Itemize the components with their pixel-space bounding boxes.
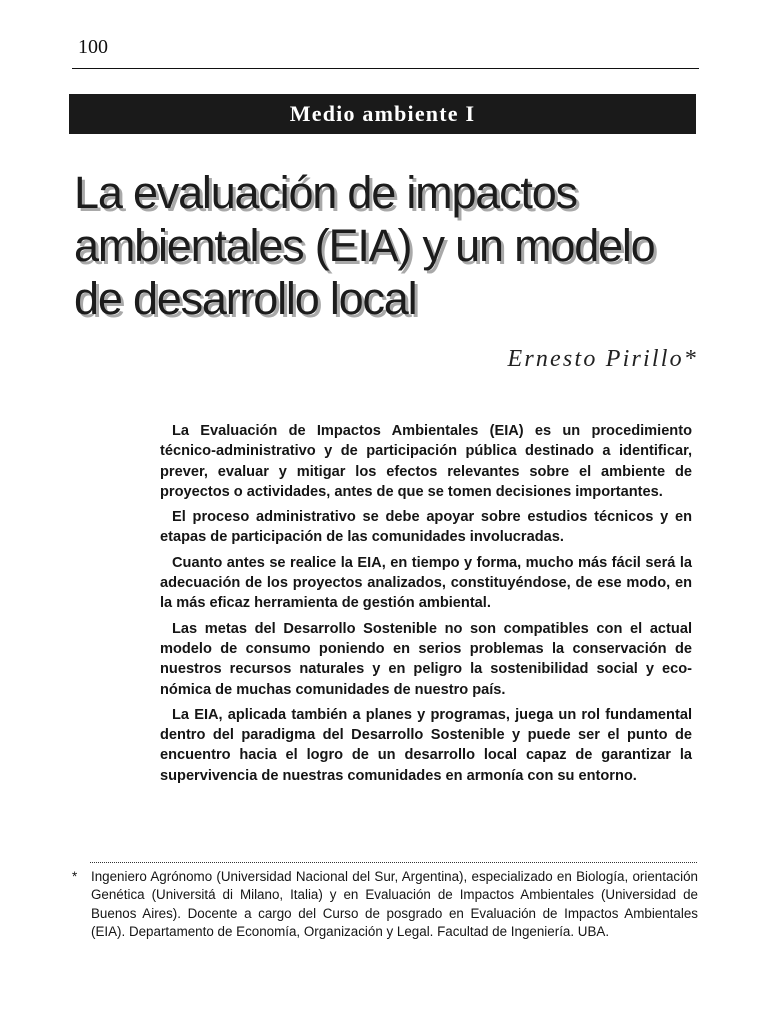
page-number: 100 <box>78 36 108 58</box>
author-name: Ernesto Pirillo* <box>507 346 698 372</box>
abstract-paragraph: La EIA, aplicada también a planes y programas, juega un rol fundamental dentro del paradigma del Desarrollo Sostenible y puede ser el punto de encuentro hacia el logro de un desarrollo local capaz de garantizar la supervivencia de nuestras comunidades en armonía con su entorno. <box>160 706 692 784</box>
title-line-1: La evaluación de impactos <box>74 167 577 218</box>
footnote-marker: * <box>72 869 78 884</box>
abstract-paragraph: La Evaluación de Impactos Ambientales (EIA) es un procedimiento técnico-administrativo y de participación pública destinado a identificar, prever, evaluar y mitigar los efectos relevantes sobre el ambiente de proyectos o actividades, antes de que se tomen decisiones importantes. <box>160 423 692 500</box>
abstract-paragraph: Las metas del Desarrollo Sostenible no son compatibles con el actual modelo de consumo poniendo en serios problemas la conservación de nuestros recursos naturales y en peligro la sostenibilidad social y económica de muchas comunidades de nuestro país. <box>160 620 692 698</box>
footnote-divider <box>90 862 697 863</box>
footnote <box>72 868 698 942</box>
article-title <box>74 166 714 325</box>
section-title: Medio ambiente I <box>289 101 476 126</box>
footnote-text: Ingeniero Agrónomo (Universidad Nacional del Sur, Argentina), especializado en Biología, orientación Genética (Universitá di Milano, Italia) y en Evaluación de Impactos Ambientales (Universidad de Buenos Aires). Docente a cargo del Curso de posgrado en Evaluación de Impactos Ambientales (EIA). Departamento de Economía, Organización y Legal. Facultad de Ingeniería. UBA. <box>91 869 698 940</box>
title-line-2: ambientales (EIA) y un modelo <box>74 220 655 271</box>
section-banner <box>69 94 696 134</box>
header-rule <box>72 68 699 69</box>
abstract <box>160 421 692 791</box>
abstract-paragraph: El proceso administrativo se debe apoyar sobre estudios técnicos y en etapas de participación de las comunidades involucradas. <box>160 509 692 546</box>
title-line-3: de desarrollo local <box>74 273 417 324</box>
abstract-paragraph: Cuanto antes se realice la EIA, en tiempo y forma, mucho más fácil será la adecuación de los proyectos analizados, constituyéndose, de ese modo, en la más eficaz herramienta de gestión ambiental. <box>160 554 692 612</box>
